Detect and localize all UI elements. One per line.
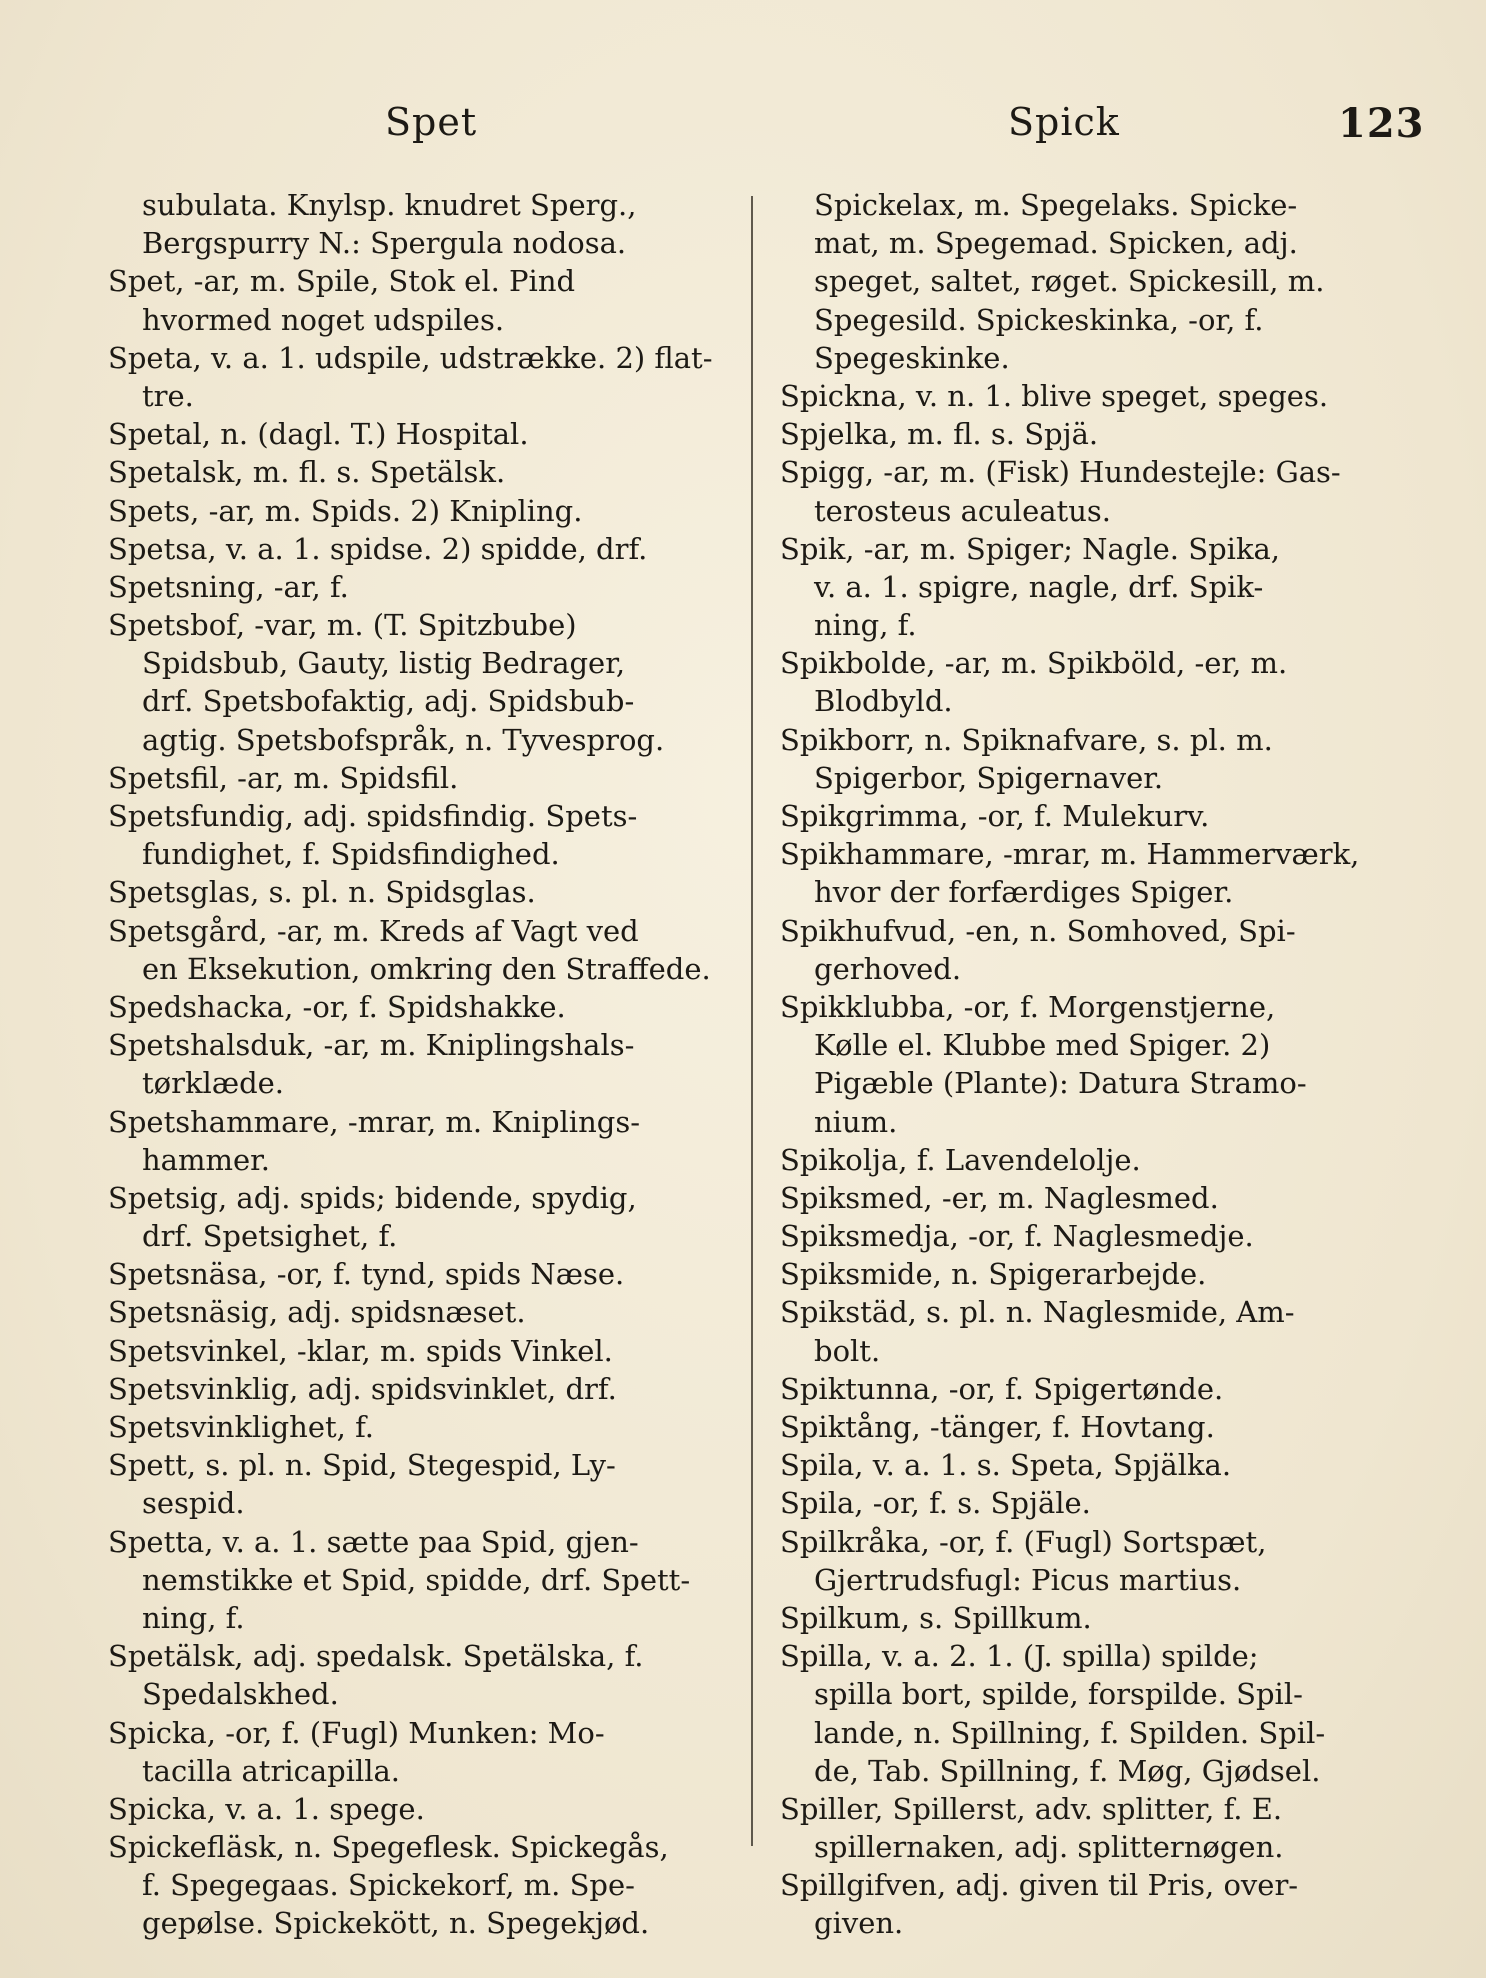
entry-line: Spetalsk, m. fl. s. Spetälsk.	[108, 455, 506, 490]
entry-line: Spetsvinklig, adj. spidsvinklet, drf.	[108, 1371, 617, 1406]
entry-line: Spikgrimma, -or, f. Mulekurv.	[780, 799, 1210, 833]
entry-line: Bergspurry N.: Spergula nodosa.	[142, 226, 627, 261]
entry-line: speget, saltet, røget. Spickesill, m.	[814, 264, 1325, 299]
entry-line: hammer.	[142, 1142, 271, 1177]
entry-line: Spetsgård, -ar, m. Kreds af Vagt ved	[108, 913, 639, 948]
entry-line: Blodbyld.	[814, 684, 953, 719]
entry-line: Spetsbof, -var, m. (T. Spitzbube)	[108, 608, 577, 643]
entry-line: sespid.	[142, 1486, 245, 1521]
entry-line: Spiksmide, n. Spigerarbejde.	[780, 1257, 1207, 1292]
entry-line: agtig. Spetsbofspråk, n. Tyvesprog.	[142, 722, 665, 757]
entry-line: Spigg, -ar, m. (Fisk) Hundestejle: Gas-	[780, 455, 1341, 490]
entry-line: tre.	[142, 378, 194, 413]
entry-line: Speta, v. a. 1. udspile, udstrække. 2) flat-	[108, 340, 713, 375]
running-head-left: Spet	[385, 100, 478, 144]
entry-line: Spetshalsduk, -ar, m. Kniplingshals-	[108, 1028, 635, 1063]
entry-line: Gjertrudsfugl: Picus martius.	[814, 1562, 1242, 1597]
entry-line: gepølse. Spickekött, n. Spegekjød.	[142, 1906, 650, 1941]
entry-line: v. a. 1. spigre, nagle, drf. Spik-	[814, 569, 1264, 604]
entry-line: Spickefläsk, n. Spegeflesk. Spickegås,	[108, 1830, 669, 1865]
entry-line: Spets, -ar, m. Spids. 2) Knipling.	[108, 493, 583, 528]
entry-line: hvormed noget udspiles.	[142, 302, 505, 337]
entry-line: de, Tab. Spillning, f. Møg, Gjødsel.	[814, 1753, 1321, 1788]
entry-line: Spetta, v. a. 1. sætte paa Spid, gjen-	[108, 1524, 639, 1559]
column-divider	[751, 196, 753, 1846]
right-column	[780, 186, 1405, 1943]
entry-line: Spicka, v. a. 1. spege.	[108, 1791, 425, 1826]
entry-line: Spetsnäsig, adj. spidsnæset.	[108, 1295, 526, 1330]
entry-line: drf. Spetsighet, f.	[142, 1219, 398, 1254]
entry-line: Spickelax, m. Spegelaks. Spicke-	[814, 188, 1298, 222]
entry-line: Spedshacka, -or, f. Spidshakke.	[108, 989, 566, 1024]
entry-line: nium.	[814, 1104, 898, 1139]
entry-line: spilla bort, spilde, forspilde. Spil-	[814, 1677, 1303, 1712]
entry-line: Spetsfundig, adj. spidsfindig. Spets-	[108, 799, 638, 833]
entry-line: Spetsnäsa, -or, f. tynd, spids Næse.	[108, 1257, 625, 1292]
left-column	[108, 186, 748, 1943]
entry-line: lande, n. Spillning, f. Spilden. Spil-	[814, 1715, 1326, 1750]
entry-line: Spiller, Spillerst, adv. splitter, f. E.	[780, 1791, 1283, 1826]
entry-line: Spiktång, -tänger, f. Hovtang.	[780, 1410, 1215, 1444]
entry-line: tørklæde.	[142, 1066, 285, 1101]
entry-line: Spetälsk, adj. spedalsk. Spetälska, f.	[108, 1639, 644, 1674]
entry-line: terosteus aculeatus.	[814, 493, 1111, 528]
entry-line: mat, m. Spegemad. Spicken, adj.	[814, 226, 1298, 261]
page-number: 123	[1338, 100, 1425, 147]
entry-line: Spedalskhed.	[142, 1677, 339, 1712]
entry-line: Spetsvinklighet, f.	[108, 1410, 374, 1444]
entry-line: ning, f.	[142, 1600, 245, 1635]
entry-line: gerhoved.	[814, 951, 962, 986]
entry-line: Kølle el. Klubbe med Spiger. 2)	[814, 1028, 1271, 1063]
entry-line: Spikhammare, -mrar, m. Hammerværk,	[780, 837, 1360, 872]
entry-line: Pigæble (Plante): Datura Stramo-	[814, 1066, 1307, 1101]
entry-line: Spikklubba, -or, f. Morgenstjerne,	[780, 989, 1276, 1024]
entry-line: Spetal, n. (dagl. T.) Hospital.	[108, 417, 529, 452]
entry-line: Spetsfil, -ar, m. Spidsfil.	[108, 760, 459, 795]
entry-line: Spila, v. a. 1. s. Speta, Spjälka.	[780, 1448, 1232, 1483]
entry-line: subulata. Knylsp. knudret Sperg.,	[142, 188, 637, 222]
entry-line: Spegeskinke.	[814, 340, 1010, 375]
entry-line: Spidsbub, Gauty, listig Bedrager,	[142, 646, 626, 681]
entry-line: spillernaken, adj. splitternøgen.	[814, 1830, 1284, 1865]
entry-line: nemstikke et Spid, spidde, drf. Spett-	[142, 1562, 691, 1597]
entry-line: Spicka, -or, f. (Fugl) Munken: Mo-	[108, 1715, 605, 1750]
entry-line: Spilkum, s. Spillkum.	[780, 1600, 1092, 1635]
entry-line: Spillgifven, adj. given til Pris, over-	[780, 1868, 1299, 1903]
entry-line: Spetsvinkel, -klar, m. spids Vinkel.	[108, 1333, 613, 1368]
entry-line: Spilkråka, -or, f. (Fugl) Sortspæt,	[780, 1524, 1267, 1559]
entry-line: bolt.	[814, 1333, 881, 1368]
entry-line: Spikstäd, s. pl. n. Naglesmide, Am-	[780, 1295, 1295, 1330]
entry-line: Spetsig, adj. spids; bidende, spydig,	[108, 1180, 637, 1215]
entry-line: tacilla atricapilla.	[142, 1753, 401, 1788]
entry-line: Spetsning, -ar, f.	[108, 569, 349, 604]
entry-line: Spila, -or, f. s. Spjäle.	[780, 1486, 1091, 1521]
entry-line: Spikolja, f. Lavendelolje.	[780, 1142, 1141, 1177]
running-head-center: Spick	[1008, 100, 1120, 144]
entry-line: en Eksekution, omkring den Straffede.	[142, 951, 711, 986]
entry-line: Spetsglas, s. pl. n. Spidsglas.	[108, 875, 536, 910]
entry-line: Spetsa, v. a. 1. spidse. 2) spidde, drf.	[108, 531, 648, 566]
entry-line: Spet, -ar, m. Spile, Stok el. Pind	[108, 264, 576, 299]
entry-line: Spetshammare, -mrar, m. Kniplings-	[108, 1104, 640, 1139]
entry-line: Spjelka, m. fl. s. Spjä.	[780, 417, 1099, 452]
entry-line: Spett, s. pl. n. Spid, Stegespid, Ly-	[108, 1448, 616, 1483]
entry-line: Spiktunna, -or, f. Spigertønde.	[780, 1371, 1224, 1406]
entry-line: given.	[814, 1906, 904, 1941]
entry-line: Spikhufvud, -en, n. Somhoved, Spi-	[780, 913, 1296, 948]
entry-line: Spik, -ar, m. Spiger; Nagle. Spika,	[780, 531, 1281, 566]
entry-line: f. Spegegaas. Spickekorf, m. Spe-	[142, 1868, 635, 1903]
entry-line: fundighet, f. Spidsfindighed.	[142, 837, 560, 872]
entry-line: Spickna, v. n. 1. blive speget, speges.	[780, 378, 1329, 413]
entry-line: Spigerbor, Spigernaver.	[814, 760, 1164, 795]
entry-line: Spikborr, n. Spiknafvare, s. pl. m.	[780, 722, 1273, 757]
entry-line: ning, f.	[814, 608, 917, 643]
entry-line: hvor der forfærdiges Spiger.	[814, 875, 1234, 910]
entry-line: Spiksmed, -er, m. Naglesmed.	[780, 1180, 1219, 1215]
entry-line: Spegesild. Spickeskinka, -or, f.	[814, 302, 1264, 337]
entry-line: Spikbolde, -ar, m. Spikböld, -er, m.	[780, 646, 1288, 681]
entry-line: Spilla, v. a. 2. 1. (J. spilla) spilde;	[780, 1639, 1259, 1674]
entry-line: drf. Spetsbofaktig, adj. Spidsbub-	[142, 684, 635, 719]
entry-line: Spiksmedja, -or, f. Naglesmedje.	[780, 1219, 1254, 1254]
